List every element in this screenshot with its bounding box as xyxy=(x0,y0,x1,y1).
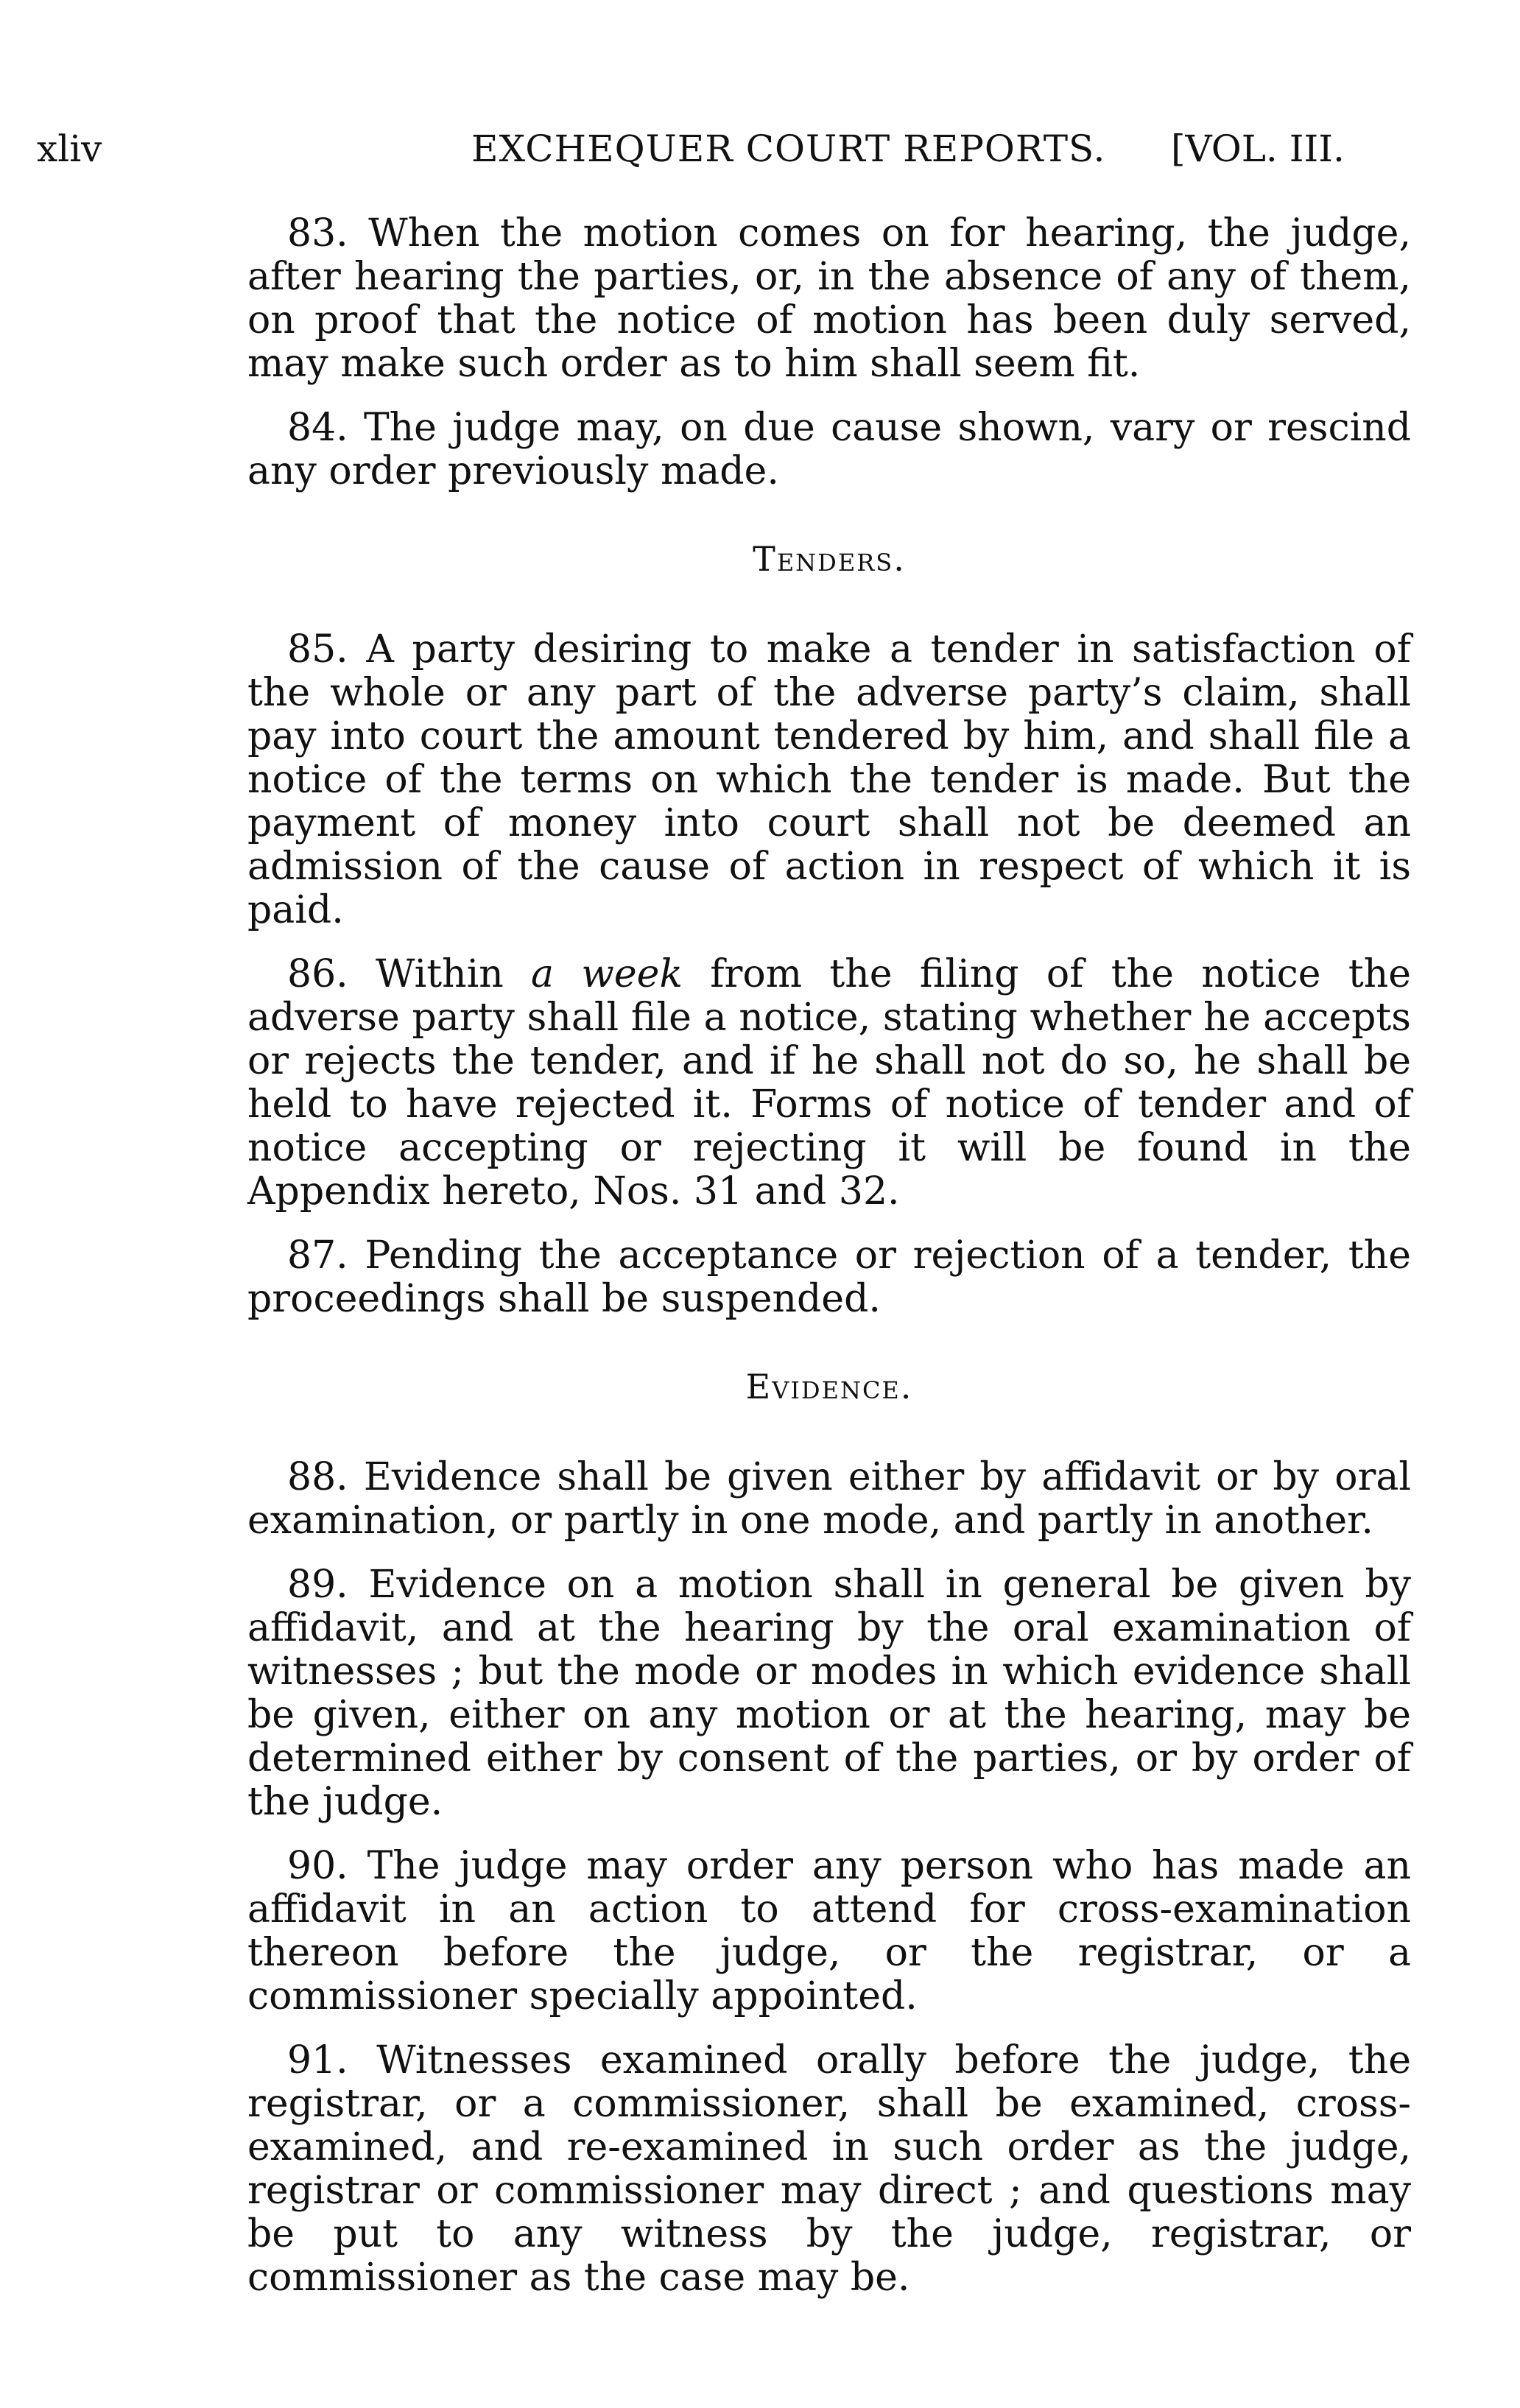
rule-84: 84. The judge may, on due cause shown, vary or rescind any order previously made. xyxy=(247,406,1411,493)
rule-88: 88. Evidence shall be given either by affidavit or by oral examination, or partly in one mode, and partly in another. xyxy=(247,1455,1411,1543)
rule-91: 91. Witnesses examined orally before the judge, the registrar, or a commissioner, shall be examined, cross-examined, and re-examined in such order as the judge, registrar or commissioner may direct ; and questions may be put to any witness by the judge, registrar, or commissioner as the case may be. xyxy=(247,2038,1411,2300)
rule-86-rest: from the filing of the notice the adverse party shall file a notice, stating whether he accepts or rejects the tender, and if he shall not do so, he shall be held to have rejected it. Forms of notice of tender and of notice accepting or rejecting it will be found in the Appendix hereto, Nos. 31 and 32. xyxy=(247,952,1411,1214)
page-number: xliv xyxy=(37,127,102,170)
rule-83: 83. When the motion comes on for hearing, the judge, after hearing the parties, or, in the absence of any of them, on proof that the notice of motion has been duly served, may make such order as to him shall seem fit. xyxy=(247,211,1411,386)
rule-85: 85. A party desiring to make a tender in satisfaction of the whole or any part of the adverse party’s claim, shall pay into court the amount tendered by him, and shall file a notice of the terms on which the tender is made. But the payment of money into court shall not be deemed an admission of the cause of action in respect of which it is paid. xyxy=(247,627,1411,932)
page-header xyxy=(0,127,1520,171)
section-heading-tenders: Tenders. xyxy=(753,539,906,579)
volume-label: [VOL. III. xyxy=(1171,127,1345,170)
section-heading-evidence: Evidence. xyxy=(745,1367,913,1407)
rule-86 xyxy=(247,953,1411,1214)
rule-90: 90. The judge may order any person who has made an affidavit in an action to attend for cross-examination thereon before the judge, or the registrar, or a commissioner specially appointed. xyxy=(247,1844,1411,2018)
rule-87: 87. Pending the acceptance or rejection of a tender, the proceedings shall be suspended. xyxy=(247,1233,1411,1321)
page-body xyxy=(247,212,1411,2320)
rule-89: 89. Evidence on a motion shall in general be given by affidavit, and at the hearing by the oral examination of witnesses ; but the mode or modes in which evidence shall be given, either on any motion or at the hearing, may be determined either by consent of the parties, or by order of the judge. xyxy=(247,1563,1411,1824)
rule-86-emphasis: a week xyxy=(531,952,683,996)
running-title: EXCHEQUER COURT REPORTS. xyxy=(471,127,1106,170)
rule-86-prefix: 86. Within xyxy=(287,952,532,996)
